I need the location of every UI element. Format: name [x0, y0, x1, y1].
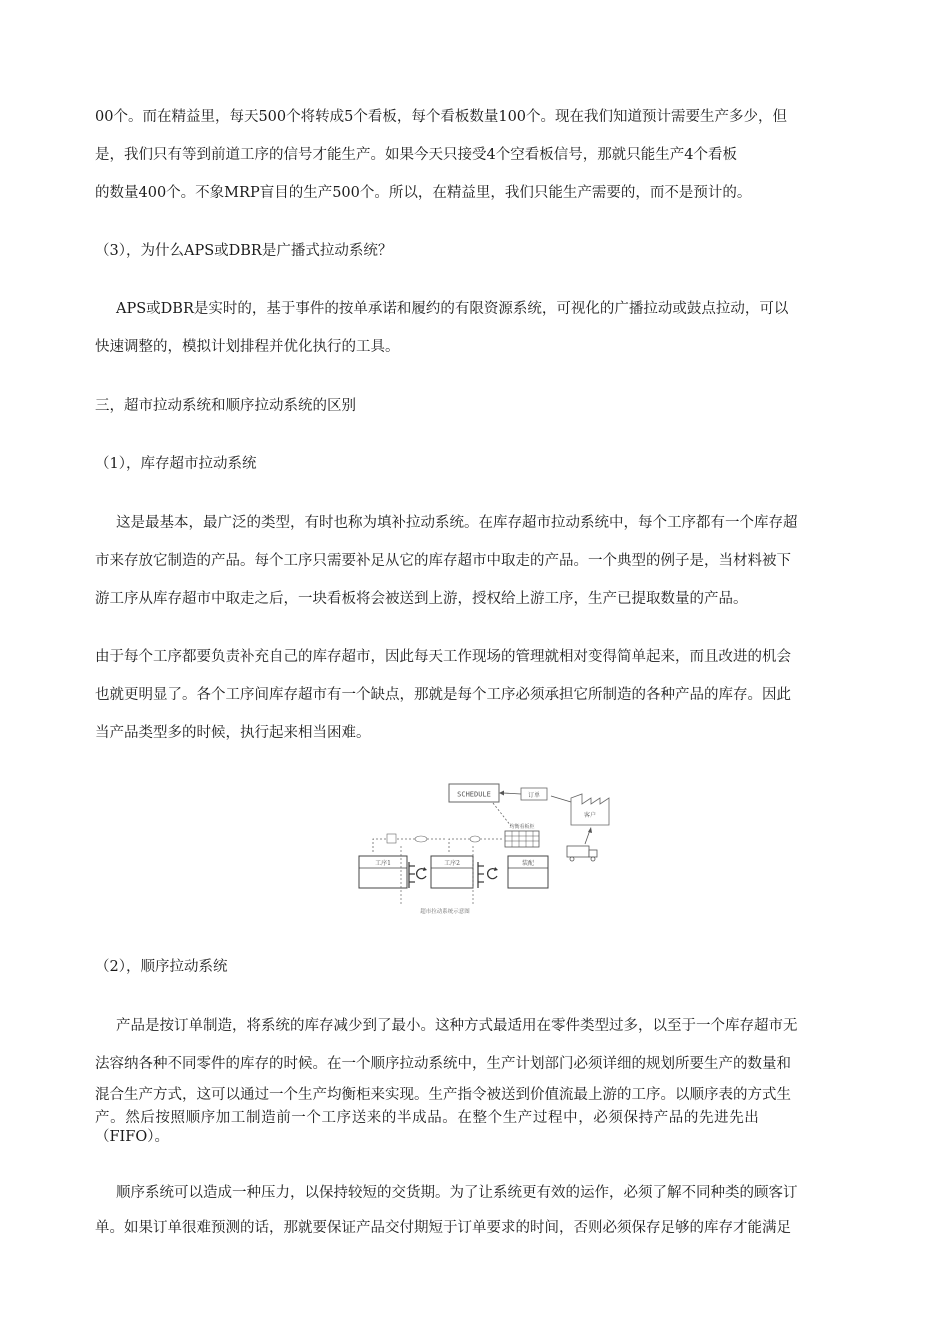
text-line: APS或DBR是实时的，基于事件的按单承诺和履约的有限资源系统，可视化的广播拉动或鼓点拉动，可以	[116, 301, 789, 317]
text-line: 由于每个工序都要负责补充自己的库存超市，因此每天工作现场的管理就相对变得简单起来，而且改进的机会	[95, 649, 791, 665]
text-line: 是，我们只有等到前道工序的信号才能生产。如果今天只接受4个空看板信号，那就只能生产4个看板	[95, 147, 737, 163]
leveling-label: 均衡看板柜	[509, 824, 535, 830]
process-label: 装配	[521, 860, 535, 867]
text-line: 00个。而在精益里，每天500个将转成5个看板，每个看板数量100个。现在我们知道预计需要生产多少，但	[95, 109, 788, 125]
text-line: 单。如果订单很难预测的话，那就要保证产品交付期短于订单要求的时间，否则必须保存足够的库存才能满足	[95, 1220, 791, 1236]
process-label: 工序2	[444, 860, 460, 867]
text-line: 法容纳各种不同零件的库存的时候。在一个顺序拉动系统中，生产计划部门必须详细的规划所要生产的数量和	[95, 1056, 791, 1072]
truck-icon	[567, 846, 597, 861]
supermarket-pull-diagram	[353, 776, 618, 921]
subheading: （3），为什么APS或DBR是广播式拉动系统？	[95, 243, 393, 259]
order-label: 订单	[527, 792, 541, 799]
subheading: （1），库存超市拉动系统	[95, 456, 257, 472]
customer-label: 客户	[583, 812, 597, 819]
factory-icon	[571, 794, 609, 825]
text-line: 产品是按订单制造，将系统的库存减少到了最小。这种方式最适用在零件类型过多，以至于一个库存超市无	[116, 1018, 798, 1034]
text-line: 也就更明显了。各个工序间库存超市有一个缺点，那就是每个工序必须承担它所制造的各种产品的库存。因此	[95, 687, 791, 703]
process-box	[508, 856, 548, 888]
leveling-box	[505, 831, 539, 847]
subheading: （2），顺序拉动系统	[95, 959, 228, 975]
text-line: （FIFO）。	[95, 1129, 169, 1145]
text-line: 市来存放它制造的产品。每个工序只需要补足从它的库存超市中取走的产品。一个典型的例子是，当材料被下	[95, 553, 791, 569]
text-line: 快速调整的，模拟计划排程并优化执行的工具。	[95, 339, 400, 355]
process-box	[359, 856, 407, 888]
schedule-box-label: SCHEDULE	[457, 790, 491, 799]
text-line: 混合生产方式，这可以通过一个生产均衡柜来实现。生产指令被送到价值流最上游的工序。以顺序表的方式生	[95, 1087, 791, 1103]
figure-caption: 超市拉动系统示意图	[420, 909, 470, 915]
text-line: 当产品类型多的时候，执行起来相当困难。	[95, 725, 371, 741]
text-line: 这是最基本，最广泛的类型，有时也称为填补拉动系统。在库存超市拉动系统中，每个工序都有一个库存超	[116, 515, 798, 531]
section-heading: 三，超市拉动系统和顺序拉动系统的区别	[95, 398, 356, 414]
process-box	[431, 856, 473, 888]
process-label: 工序1	[375, 860, 391, 867]
text-line: 产。然后按照顺序加工制造前一个工序送来的半成品。在整个生产过程中，必须保持产品的先进先出	[95, 1110, 760, 1126]
text-line: 的数量400个。不象MRP盲目的生产500个。所以，在精益里，我们只能生产需要的，而不是预计的。	[95, 185, 752, 201]
text-line: 顺序系统可以造成一种压力，以保持较短的交货期。为了让系统更有效的运作，必须了解不同种类的顾客订	[116, 1185, 798, 1201]
text-line: 游工序从库存超市中取走之后，一块看板将会被送到上游，授权给上游工序，生产已提取数量的产品。	[95, 591, 748, 607]
